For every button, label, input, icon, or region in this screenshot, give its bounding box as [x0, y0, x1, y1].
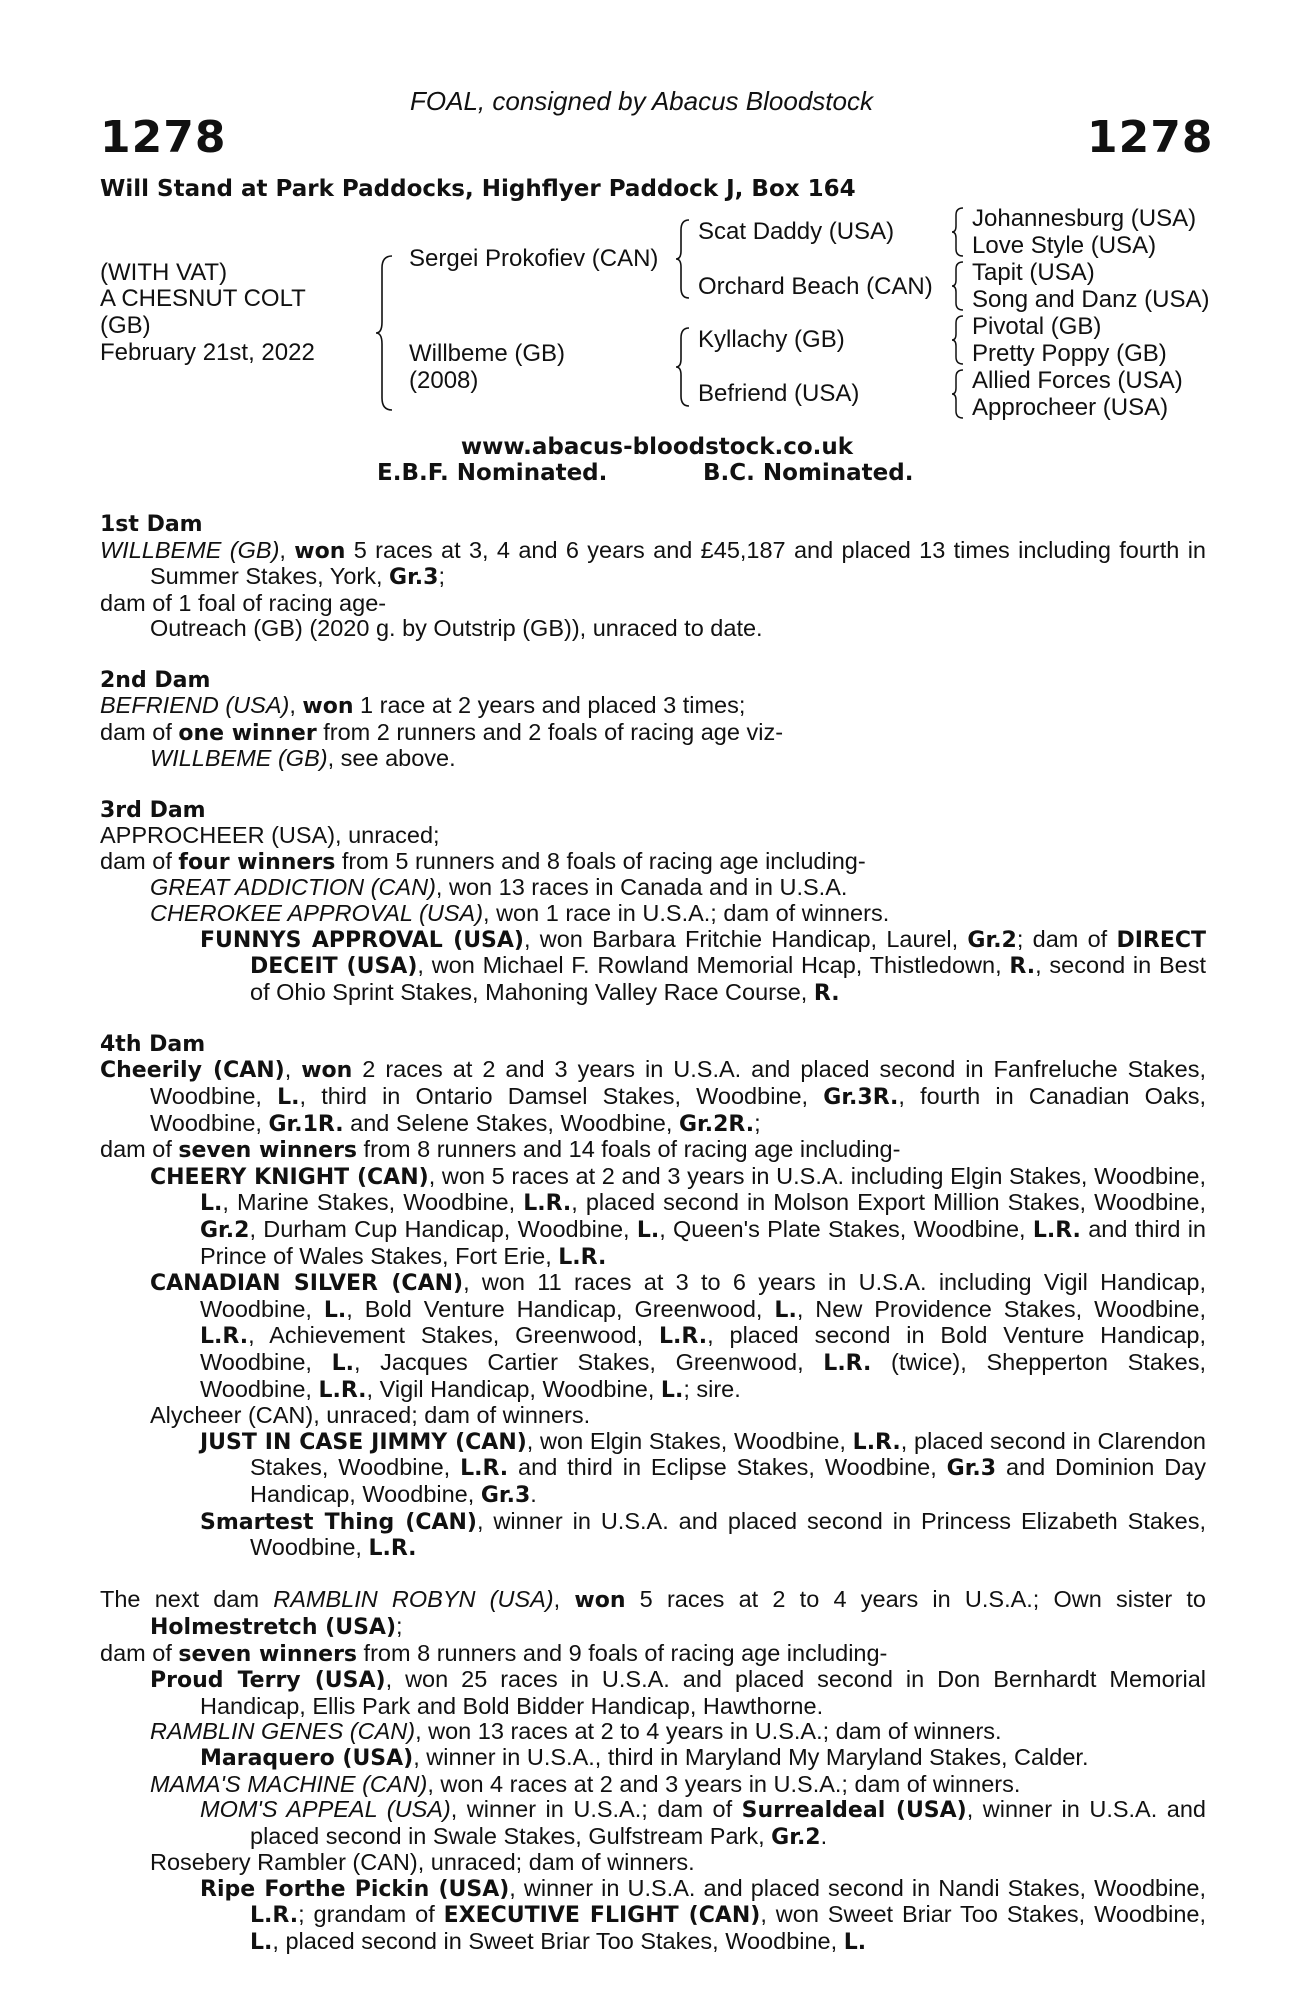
lot-number-left: 1278 — [100, 112, 227, 163]
g4-2: Love Style (USA) — [972, 232, 1157, 259]
produce-summary: dam of one winner from 2 runners and 2 foals of racing age viz- — [100, 718, 784, 746]
produce-item: Alycheer (CAN), unraced; dam of winners. — [150, 1402, 591, 1429]
dam-sire: Kyllachy (GB) — [698, 326, 845, 353]
produce-item: GREAT ADDICTION (CAN), won 13 races in Canada and in U.S.A. — [150, 874, 848, 901]
horse-origin: (GB) — [100, 312, 151, 339]
produce-item: Rosebery Rambler (CAN), unraced; dam of winners. — [150, 1849, 695, 1876]
section-heading: 1st Dam — [100, 512, 203, 537]
g4-4: Song and Danz (USA) — [972, 286, 1210, 313]
produce-summary: dam of 1 foal of racing age- — [100, 589, 387, 616]
pedigree-brace-main — [374, 254, 396, 412]
g4-6: Pretty Poppy (GB) — [972, 340, 1167, 367]
produce-item: WILLBEME (GB), see above. — [150, 745, 456, 772]
dam-record: The next dam RAMBLIN ROBYN (USA), won 5 races at 2 to 4 years in U.S.A.; Own sister to Holmestretch (USA); — [100, 1586, 1206, 1640]
g4-5: Pivotal (GB) — [972, 313, 1102, 340]
g4-3: Tapit (USA) — [972, 259, 1095, 286]
section-next-dam — [100, 1587, 1206, 1955]
g4-8: Approcheer (USA) — [972, 394, 1169, 421]
sire-name: Sergei Prokofiev (CAN) — [409, 245, 659, 272]
dam-record: BEFRIEND (USA), won 1 race at 2 years and placed 3 times; — [100, 692, 746, 720]
bc-nominated: B.C. Nominated. — [703, 460, 914, 486]
section-3rd-dam — [100, 798, 1206, 1007]
produce-item: Smartest Thing (CAN), winner in U.S.A. and placed second in Princess Elizabeth Stakes, Woodbine, L.R. — [200, 1507, 1206, 1562]
dam-year: (2008) — [409, 367, 479, 394]
dam-record: Cheerily (CAN), won 2 races at 2 and 3 years in U.S.A. and placed second in Fanfreluche Stakes, Woodbine, L., third in Ontario Damsel Stakes, Woodbine, Gr.3R., fourth in Canadian Oaks, Woodbine, Gr.1R. and Selene Stakes, Woodbine, Gr.2R.; — [100, 1056, 1207, 1137]
dam-record: WILLBEME (GB), won 5 races at 3, 4 and 6 years and £45,187 and placed 13 times including fourth in Summer Stakes, York, Gr.3; — [100, 536, 1206, 591]
pedigree-brace-sire — [674, 218, 692, 300]
section-heading: 4th Dam — [100, 1031, 206, 1057]
pedigree-brace-g4-4 — [950, 368, 966, 420]
foaling-date: February 21st, 2022 — [100, 339, 315, 366]
stand-location: Will Stand at Park Paddocks, Highflyer Paddock J, Box 164 — [100, 176, 856, 202]
pedigree-brace-g4-3 — [950, 314, 966, 366]
dam-record: APPROCHEER (USA), unraced; — [100, 822, 440, 849]
produce-item: Ripe Forthe Pickin (USA), winner in U.S.A. and placed second in Nandi Stakes, Woodbine, L.R.; grandam of EXECUTIVE FLIGHT (CAN), won Sweet Briar Too Stakes, Woodbine, L., placed second in Sweet Briar Too Stakes, Woodbine, L. — [200, 1874, 1207, 1956]
pedigree-brace-g4-2 — [950, 260, 966, 312]
website: www.abacus-bloodstock.co.uk — [460, 434, 854, 460]
produce-summary: dam of seven winners from 8 runners and 14 foals of racing age including- — [100, 1136, 901, 1164]
dam-dam: Befriend (USA) — [698, 380, 860, 407]
pedigree-brace-g4-1 — [950, 206, 966, 258]
produce-item: CHEROKEE APPROVAL (USA), won 1 race in U.S.A.; dam of winners. — [150, 899, 890, 926]
lot-number-right: 1278 — [1087, 112, 1214, 163]
section-heading: 3rd Dam — [100, 797, 206, 823]
catalogue-body — [100, 512, 1206, 1981]
sire-sire: Scat Daddy (USA) — [698, 218, 895, 245]
produce-item: Maraquero (USA), winner in U.S.A., third in Maryland My Maryland Stakes, Calder. — [200, 1743, 1089, 1771]
produce-item: RAMBLIN GENES (CAN), won 13 races at 2 to 4 years in U.S.A.; dam of winners. — [150, 1718, 1002, 1745]
g4-7: Allied Forces (USA) — [972, 367, 1183, 394]
produce-item: MAMA'S MACHINE (CAN), won 4 races at 2 and 3 years in U.S.A.; dam of winners. — [150, 1770, 1021, 1797]
produce-item: MOM'S APPEAL (USA), winner in U.S.A.; dam of Surrealdeal (USA), winner in U.S.A. and placed second in Swale Stakes, Gulfstream Park, Gr.2. — [200, 1796, 1206, 1850]
produce-item: Outreach (GB) (2020 g. by Outstrip (GB)), unraced to date. — [150, 615, 763, 642]
produce-item: Proud Terry (USA), won 25 races in U.S.A. and placed second in Don Bernhardt Memorial Handicap, Ellis Park and Bold Bidder Handicap, Hawthorne. — [150, 1666, 1206, 1719]
consigned-by: FOAL, consigned by Abacus Bloodstock — [410, 86, 873, 116]
sire-dam: Orchard Beach (CAN) — [698, 273, 933, 300]
section-1st-dam — [100, 512, 1206, 642]
produce-item: FUNNYS APPROVAL (USA), won Barbara Fritchie Handicap, Laurel, Gr.2; dam of DIRECT DECEIT (USA), won Michael F. Rowland Memorial Hcap, Thistledown, R., second in Best of Ohio Sprint Stakes, Mahoning Valley Race Course, R. — [200, 925, 1207, 1006]
dam-name: Willbeme (GB) — [409, 340, 566, 367]
produce-summary: dam of seven winners from 8 runners and 9 foals of racing age including- — [100, 1639, 888, 1667]
g4-1: Johannesburg (USA) — [972, 205, 1197, 232]
pedigree-brace-dam — [674, 326, 692, 408]
vat-note: (WITH VAT) — [100, 259, 228, 286]
produce-item: CHEERY KNIGHT (CAN), won 5 races at 2 and 3 years in U.S.A. including Elgin Stakes, Woodbine, L., Marine Stakes, Woodbine, L.R., placed second in Molson Export Million Stakes, Woodbine, Gr.2, Durham Cup Handicap, Woodbine, L., Queen's Plate Stakes, Woodbine, L.R. and third in Prince of Wales Stakes, Fort Erie, L.R. — [150, 1162, 1207, 1270]
produce-item: CANADIAN SILVER (CAN), won 11 races at 3 to 6 years in U.S.A. including Vigil Handicap, Woodbine, L., Bold Venture Handicap, Greenwood, L., New Providence Stakes, Woodbine, L.R., Achievement Stakes, Greenwood, L.R., placed second in Bold Venture Handicap, Woodbine, L., Jacques Cartier Stakes, Greenwood, L.R. (twice), Shepperton Stakes, Woodbine, L.R., Vigil Handicap, Woodbine, L.; sire. — [150, 1269, 1207, 1403]
section-2nd-dam — [100, 668, 1206, 772]
produce-item: JUST IN CASE JIMMY (CAN), won Elgin Stakes, Woodbine, L.R., placed second in Clarendon Stakes, Woodbine, L.R. and third in Eclipse Stakes, Woodbine, Gr.3 and Dominion Day Handicap, Woodbine, Gr.3. — [200, 1427, 1207, 1508]
horse-description: A CHESNUT COLT — [100, 285, 306, 312]
produce-summary: dam of four winners from 5 runners and 8 foals of racing age including- — [100, 847, 866, 875]
section-heading: 2nd Dam — [100, 667, 211, 693]
section-4th-dam — [100, 1032, 1206, 1562]
ebf-nominated: E.B.F. Nominated. — [377, 460, 608, 486]
